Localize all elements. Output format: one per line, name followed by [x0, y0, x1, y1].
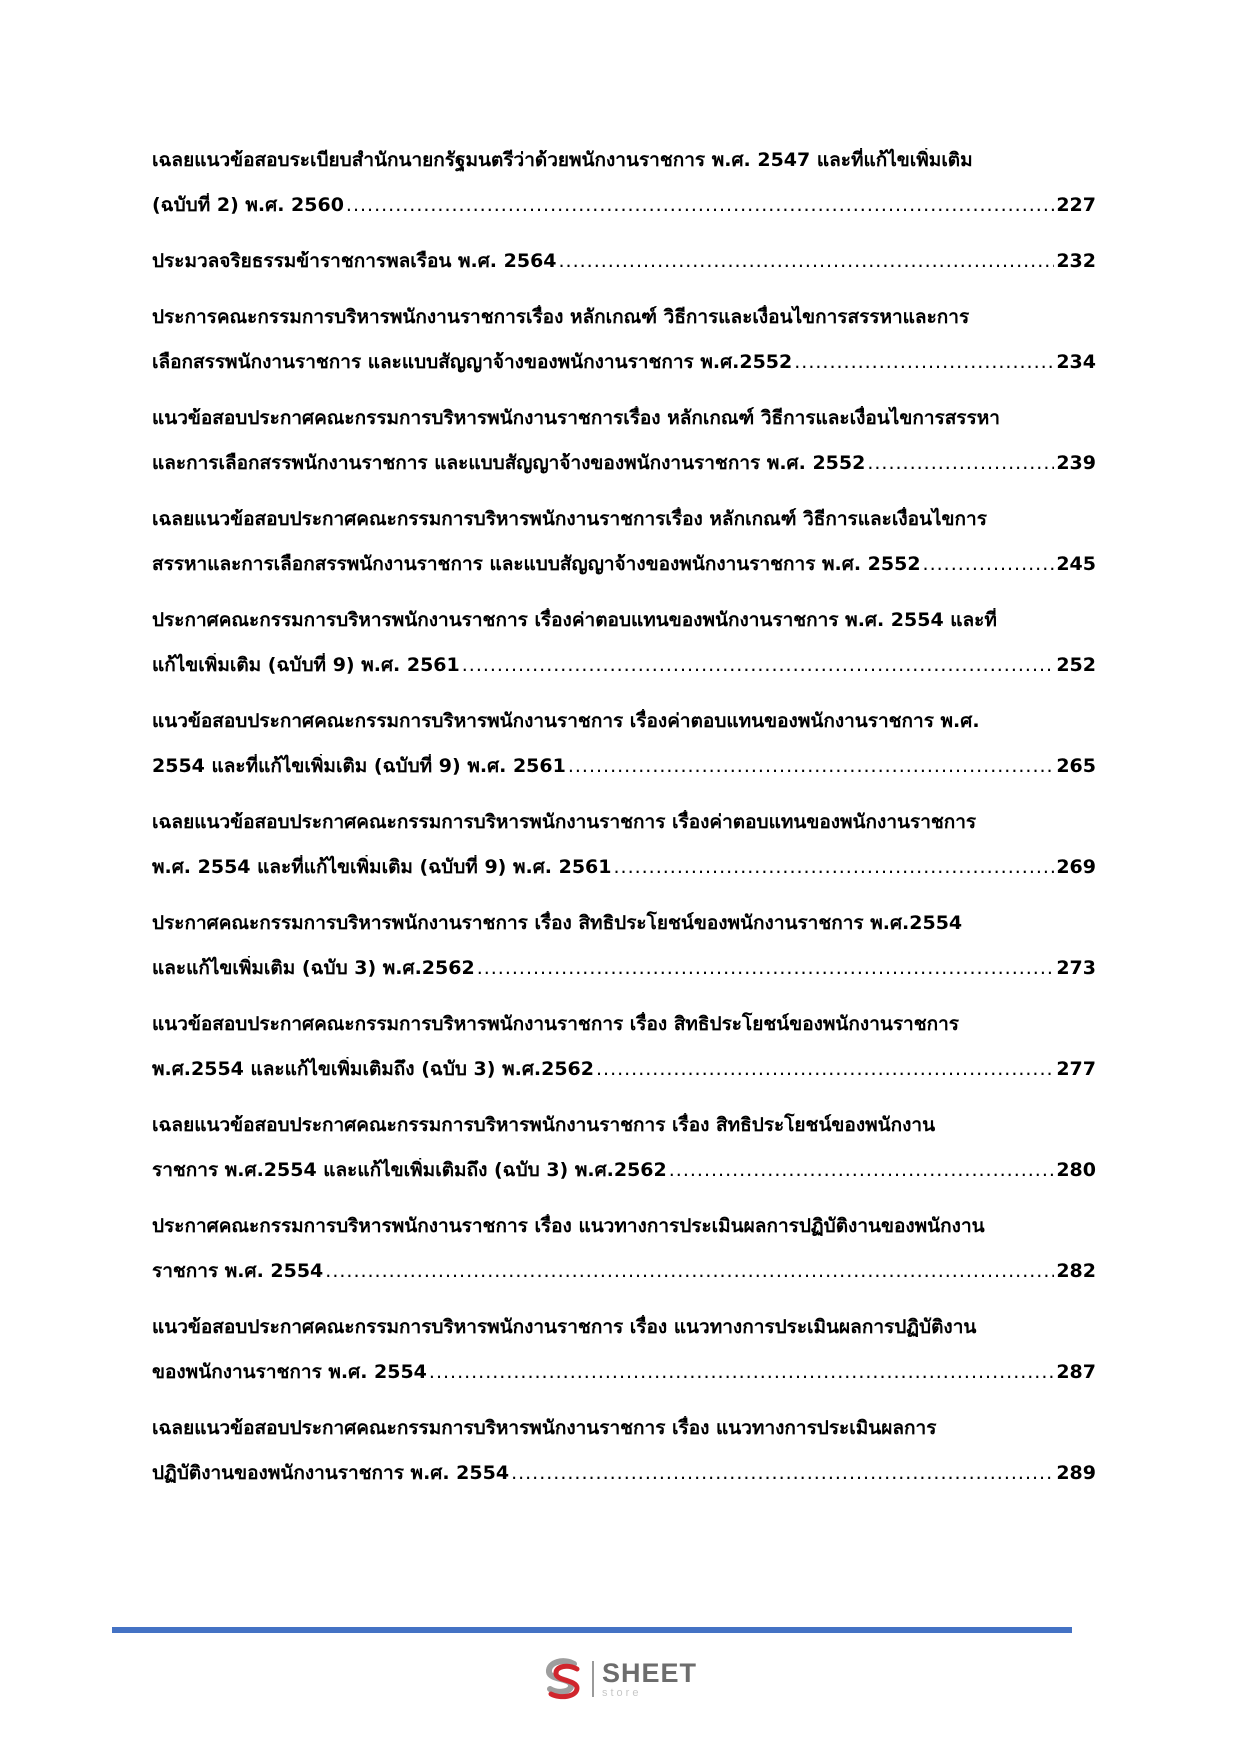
toc-leader-dots: [867, 451, 1054, 475]
toc-leader-dots: [429, 1360, 1054, 1384]
toc-page-number: 252: [1056, 654, 1096, 676]
toc-entry[interactable]: [152, 1012, 1096, 1081]
toc-entry[interactable]: [152, 709, 1096, 778]
toc-page-number: 265: [1056, 755, 1096, 777]
toc-entry-title: เลือกสรรพนักงานราชการ และแบบสัญญาจ้างของพนักงานราชการ พ.ศ.2552: [152, 351, 793, 373]
footer-rule: [112, 1627, 1072, 1633]
toc-entry-line: เฉลยแนวข้อสอบประกาศคณะกรรมการบริหารพนักงานราชการ เรื่อง สิทธิประโยชน์ของพนักงาน: [152, 1114, 936, 1136]
toc-entry-line: [152, 249, 1096, 273]
toc-entry-title: และการเลือกสรรพนักงานราชการ และแบบสัญญาจ้างของพนักงานราชการ พ.ศ. 2552: [152, 452, 866, 474]
toc-entry[interactable]: [152, 305, 1096, 374]
toc-leader-dots: [511, 1461, 1054, 1485]
toc-entry-line: ประกาศคณะกรรมการบริหารพนักงานราชการ เรื่อง แนวทางการประเมินผลการปฏิบัติงานของพนักงาน: [152, 1215, 985, 1237]
toc-page-number: 269: [1056, 856, 1096, 878]
toc-entry-line: [152, 855, 1096, 879]
toc-leader-dots: [794, 350, 1054, 374]
toc-entry-title: ปฏิบัติงานของพนักงานราชการ พ.ศ. 2554: [152, 1462, 510, 1484]
toc-leader-dots: [325, 1259, 1054, 1283]
toc-entry-line: เฉลยแนวข้อสอบประกาศคณะกรรมการบริหารพนักงานราชการ เรื่อง แนวทางการประเมินผลการ: [152, 1417, 937, 1439]
toc-entry[interactable]: [152, 1416, 1096, 1485]
toc-entry-line: [152, 451, 1096, 475]
logo-divider: [592, 1661, 594, 1697]
toc-entry-line: ประกาศคณะกรรมการบริหารพนักงานราชการ เรื่องค่าตอบแทนของพนักงานราชการ พ.ศ. 2554 และที่: [152, 609, 997, 631]
logo-text: [602, 1657, 698, 1699]
toc-page-number: 289: [1056, 1462, 1096, 1484]
toc-entry-line: [152, 754, 1096, 778]
toc-entry-line: ประการคณะกรรมการบริหารพนักงานราชการเรื่อง หลักเกณฑ์ วิธีการและเงื่อนไขการสรรหาและการ: [152, 306, 970, 328]
toc-entry[interactable]: [152, 249, 1096, 273]
toc-leader-dots: [477, 956, 1055, 980]
toc-entry-line: [152, 1259, 1096, 1283]
toc-entry-title: พ.ศ.2554 และแก้ไขเพิ่มเติมถึง (ฉบับ 3) พ.ศ.2562: [152, 1058, 594, 1080]
toc-entry-line: แนวข้อสอบประกาศคณะกรรมการบริหารพนักงานราชการ เรื่อง สิทธิประโยชน์ของพนักงานราชการ: [152, 1013, 959, 1035]
toc-entry-line: [152, 350, 1096, 374]
toc-entry-line: [152, 1057, 1096, 1081]
toc-entry-title: พ.ศ. 2554 และที่แก้ไขเพิ่มเติม (ฉบับที่ 9) พ.ศ. 2561: [152, 856, 612, 878]
toc-entry-title: และแก้ไขเพิ่มเติม (ฉบับ 3) พ.ศ.2562: [152, 957, 475, 979]
toc-page-number: 282: [1056, 1260, 1096, 1282]
toc-entry-line: [152, 1158, 1096, 1182]
toc-entry-line: [152, 956, 1096, 980]
toc-entry-line: แนวข้อสอบประกาศคณะกรรมการบริหารพนักงานราชการ เรื่องค่าตอบแทนของพนักงานราชการ พ.ศ.: [152, 710, 980, 732]
logo-word: SHEET: [602, 1657, 698, 1688]
toc-leader-dots: [346, 193, 1054, 217]
sheet-store-s-icon: [540, 1656, 586, 1702]
toc-entry-line: เฉลยแนวข้อสอบประกาศคณะกรรมการบริหารพนักงานราชการเรื่อง หลักเกณฑ์ วิธีการและเงื่อนไขการ: [152, 508, 987, 530]
toc-entry-line: เฉลยแนวข้อสอบประกาศคณะกรรมการบริหารพนักงานราชการ เรื่องค่าตอบแทนของพนักงานราชการ: [152, 811, 977, 833]
toc-page-number: 239: [1056, 452, 1096, 474]
toc-page-number: 277: [1056, 1058, 1096, 1080]
toc-leader-dots: [923, 552, 1055, 576]
table-of-contents: [152, 148, 1096, 1517]
toc-page-number: 280: [1056, 1159, 1096, 1181]
toc-entry-line: [152, 1360, 1096, 1384]
toc-entry-title: แก้ไขเพิ่มเติม (ฉบับที่ 9) พ.ศ. 2561: [152, 654, 460, 676]
toc-page-number: 227: [1056, 194, 1096, 216]
toc-entry-title: (ฉบับที่ 2) พ.ศ. 2560: [152, 194, 344, 216]
toc-entry-line: แนวข้อสอบประกาศคณะกรรมการบริหารพนักงานราชการ เรื่อง แนวทางการประเมินผลการปฏิบัติงาน: [152, 1316, 977, 1338]
toc-leader-dots: [596, 1057, 1054, 1081]
toc-page-number: 245: [1056, 553, 1096, 575]
toc-entry-line: [152, 653, 1096, 677]
toc-entry-title: สรรหาและการเลือกสรรพนักงานราชการ และแบบสัญญาจ้างของพนักงานราชการ พ.ศ. 2552: [152, 553, 921, 575]
toc-entry-line: ประกาศคณะกรรมการบริหารพนักงานราชการ เรื่อง สิทธิประโยชน์ของพนักงานราชการ พ.ศ.2554: [152, 912, 963, 934]
toc-entry[interactable]: [152, 148, 1096, 217]
sheet-store-logo: [540, 1655, 710, 1703]
toc-page-number: 232: [1056, 250, 1096, 272]
toc-leader-dots: [669, 1158, 1055, 1182]
toc-entry[interactable]: [152, 1315, 1096, 1384]
toc-entry-title: ราชการ พ.ศ.2554 และแก้ไขเพิ่มเติมถึง (ฉบับ 3) พ.ศ.2562: [152, 1159, 667, 1181]
toc-entry[interactable]: [152, 608, 1096, 677]
toc-leader-dots: [613, 855, 1054, 879]
toc-page-number: 234: [1056, 351, 1096, 373]
toc-page-number: 273: [1056, 957, 1096, 979]
toc-leader-dots: [462, 653, 1055, 677]
toc-entry[interactable]: [152, 507, 1096, 576]
toc-entry-title: 2554 และที่แก้ไขเพิ่มเติม (ฉบับที่ 9) พ.ศ. 2561: [152, 755, 566, 777]
toc-entry-line: แนวข้อสอบประกาศคณะกรรมการบริหารพนักงานราชการเรื่อง หลักเกณฑ์ วิธีการและเงื่อนไขการสรรหา: [152, 407, 1000, 429]
toc-leader-dots: [568, 754, 1054, 778]
toc-entry[interactable]: [152, 1214, 1096, 1283]
toc-entry-line: [152, 552, 1096, 576]
toc-entry[interactable]: [152, 911, 1096, 980]
logo-sub: store: [602, 1686, 642, 1699]
toc-leader-dots: [559, 249, 1055, 273]
toc-entry[interactable]: [152, 1113, 1096, 1182]
toc-entry-line: เฉลยแนวข้อสอบระเบียบสำนักนายกรัฐมนตรีว่าด้วยพนักงานราชการ พ.ศ. 2547 และที่แก้ไขเพิ่มเติม: [152, 149, 973, 171]
toc-entry-line: [152, 1461, 1096, 1485]
toc-entry-title: ราชการ พ.ศ. 2554: [152, 1260, 324, 1282]
toc-page-number: 287: [1056, 1361, 1096, 1383]
toc-entry[interactable]: [152, 406, 1096, 475]
toc-entry-title: ของพนักงานราชการ พ.ศ. 2554: [152, 1361, 427, 1383]
toc-entry[interactable]: [152, 810, 1096, 879]
toc-entry-line: [152, 193, 1096, 217]
toc-entry-title: ประมวลจริยธรรมข้าราชการพลเรือน พ.ศ. 2564: [152, 250, 557, 272]
